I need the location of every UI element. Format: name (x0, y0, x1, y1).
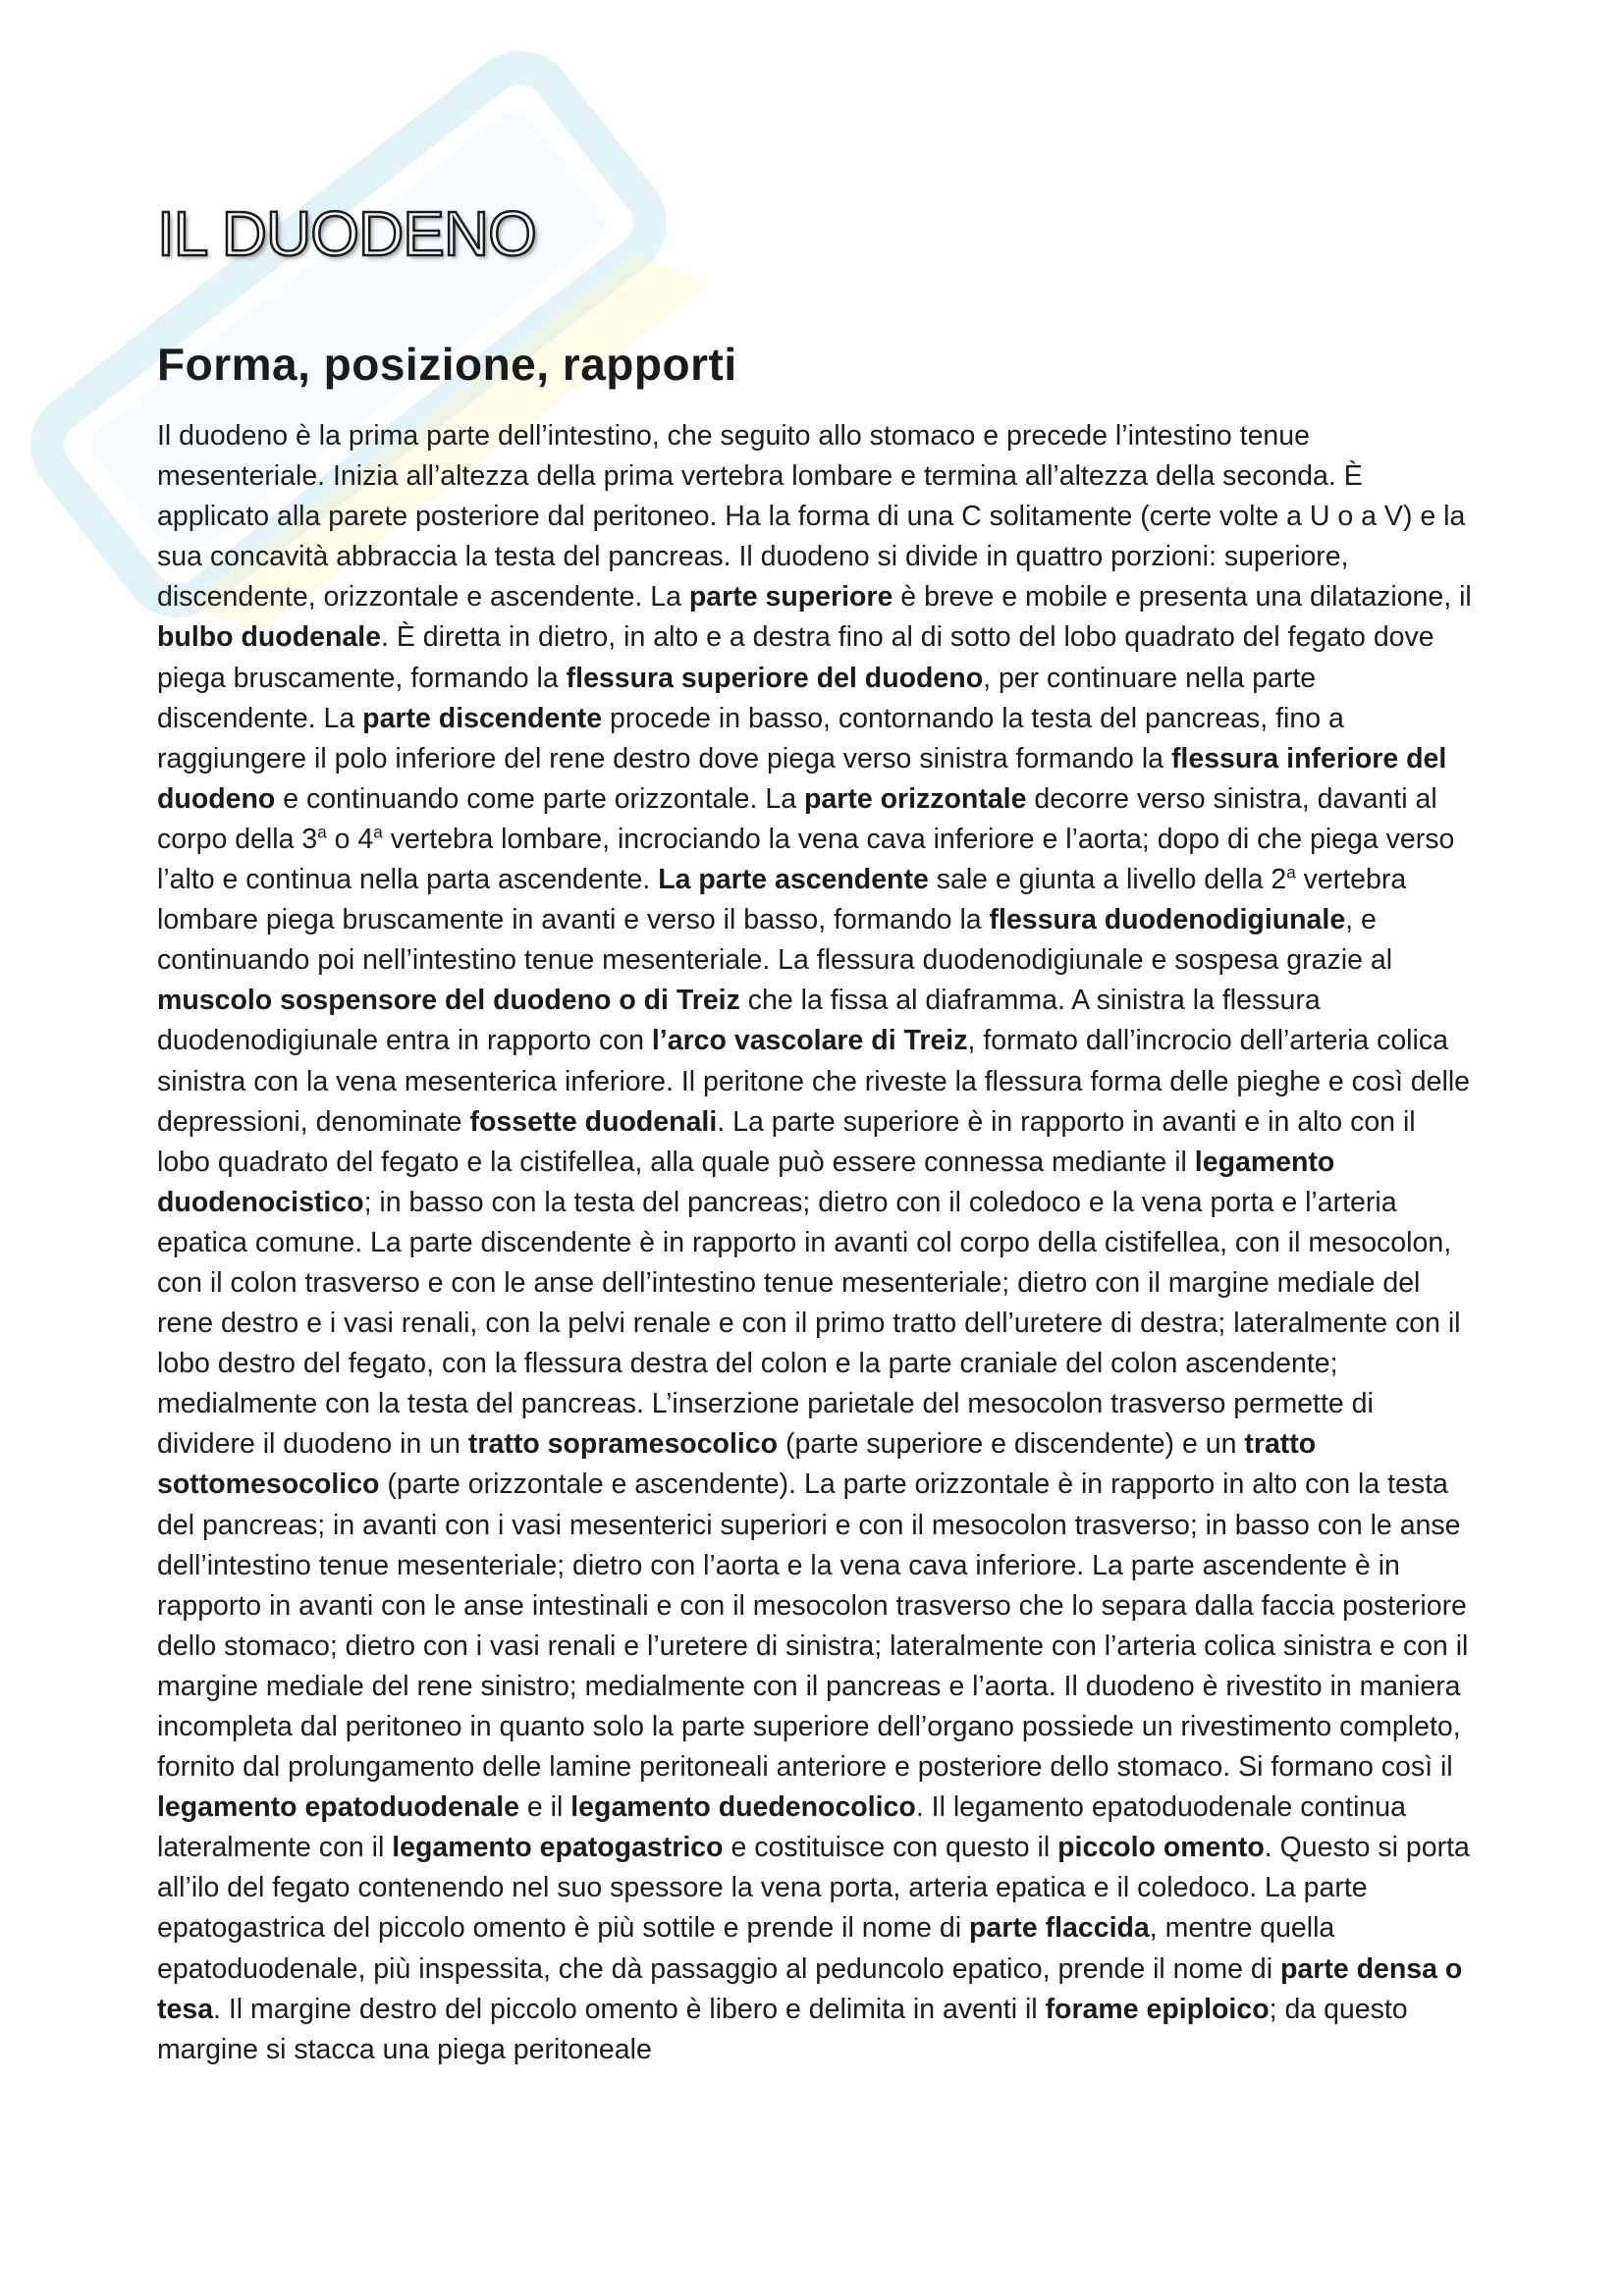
bold-term: parte discendente (362, 702, 603, 734)
text-run: Il duodeno è la prima parte dell’intestino, che seguito allo stomaco e precede l’intestino tenue mesenteriale. Inizia all’altezza della prima vertebra lombare e termina all’altezza della seconda. È applicato alla parete posteriore dal peritoneo. Ha la forma di una C solitamente (certe volte a U o a V) e la sua concavità abbraccia la testa del pancreas. Il duodeno si divide in quattro porzioni: superiore, discendente, orizzontale e ascendente. La (157, 420, 1466, 614)
text-run: ; da questo margine si stacca una piega peritoneale (157, 1993, 1408, 2065)
text-run: , per continuare nella parte discendente. La (157, 662, 1317, 734)
bold-term: piccolo omento (1057, 1832, 1265, 1864)
ordinal-superscript: a (373, 823, 383, 842)
bold-term: tratto sottomesocolico (157, 1428, 1317, 1501)
bold-term: legamento epatogastrico (392, 1832, 724, 1864)
text-run: , e continuando poi nell’intestino tenue mesenteriale. La flessura duodenodigiunale e sospesa grazie al (157, 904, 1393, 977)
bold-term: parte densa o tesa (157, 1952, 1463, 2025)
bold-term: legamento duedenocolico (570, 1791, 916, 1824)
text-run: e continuando come parte orizzontale. La (275, 782, 804, 815)
text-run: e il (518, 1791, 571, 1824)
text-run: . Il margine destro del piccolo omento è libero e delimita in aventi il (213, 1993, 1046, 2025)
bold-term: fossette duodenali (469, 1105, 718, 1138)
text-run: (parte superiore e discendente) e un (778, 1428, 1245, 1461)
text-run: . Questo si porta all’ilo del fegato contenendo nel suo spessore la vena porta, arteria epatica e il coledoco. La parte epatogastrica del piccolo omento è più sottile e prende il nome di (157, 1832, 1470, 1945)
bold-term: flessura inferiore del duodeno (157, 742, 1447, 815)
text-run: , formato dall’incrocio dell’arteria colica sinistra con la vena mesenterica inferiore. Il peritone che riveste la flessura forma delle pieghe e così delle depressioni, denominate (157, 1025, 1471, 1138)
bold-term: flessura duodenodigiunale (989, 904, 1346, 936)
text-run: ; in basso con la testa del pancreas; dietro con il coledoco e la vena porta e l’arteria epatica comune. La parte discendente è in rapporto in avanti col corpo della cistifellea, con il mesocolon, con il colon trasverso e con le anse dell’intestino tenue mesenteriale; dietro con il margine mediale del rene destro e i vasi renali, con la pelvi renale e con il primo tratto dell’uretere di destra; lateralmente con il lobo destro del fegato, con la flessura destra del colon e la parte craniale del colon ascendente; medialmente con la testa del pancreas. L’inserzione parietale del mesocolon trasverso permette di dividere il duodeno in un (157, 1186, 1461, 1461)
bold-term: bulbo duodenale (157, 621, 381, 654)
text-run: vertebra lombare piega bruscamente in avanti e verso il basso, formando la (157, 864, 1407, 936)
ordinal-superscript: a (1286, 863, 1296, 882)
text-run: sale e giunta a livello della 2 (928, 864, 1287, 896)
bold-term: legamento duodenocistico (157, 1146, 1335, 1218)
bold-term: La parte ascendente (658, 864, 929, 896)
bold-term: legamento epatoduodenale (157, 1791, 519, 1824)
section-heading: Forma, posizione, rapporti (157, 339, 737, 390)
ordinal-superscript: a (317, 823, 327, 842)
bold-term: parte orizzontale (804, 782, 1027, 815)
bold-term: parte superiore (688, 581, 893, 614)
bold-term: parte flaccida (969, 1912, 1150, 1945)
bold-term: flessura superiore del duodeno (566, 662, 984, 694)
text-run: , mentre quella epatoduodenale, più inspessita, che dà passaggio al peduncolo epatico, prende il nome di (157, 1912, 1335, 1985)
text-run: . Il legamento epatoduodenale continua lateralmente con il (157, 1791, 1406, 1864)
bold-term: forame epiploico (1045, 1993, 1270, 2025)
text-run: o 4 (326, 823, 374, 855)
text-run: vertebra lombare, incrociando la vena cava inferiore e l’aorta; dopo di che piega verso l’alto e continua nella parta ascendente. (157, 823, 1455, 896)
page-title: IL DUODENO (157, 198, 536, 269)
body-paragraph (157, 416, 1473, 2070)
bold-term: l’arco vascolare di Treiz (651, 1025, 968, 1057)
text-run: è breve e mobile e presenta una dilatazione, il (893, 581, 1472, 614)
text-run: decorre verso sinistra, davanti al corpo della 3 (157, 782, 1437, 855)
bold-term: muscolo sospensore del duodeno o di Treiz (157, 985, 740, 1017)
bold-term: tratto sopramesocolico (467, 1428, 779, 1461)
text-run: che la fissa al diaframma. A sinistra la flessura duodenodigiunale entra in rapporto con (157, 985, 1321, 1057)
text-run: procede in basso, contornando la testa del pancreas, fino a raggiungere il polo inferiore del rene destro dove piega verso sinistra formando la (157, 702, 1344, 774)
text-run: . È diretta in dietro, in alto e a destra fino al di sotto del lobo quadrato del fegato dove piega bruscamente, formando la (157, 621, 1434, 694)
text-run: (parte orizzontale e ascendente). La parte orizzontale è in rapporto in alto con la testa del pancreas; in avanti con i vasi mesenterici superiori e con il mesocolon trasverso; in basso con le anse dell’intestino tenue mesenteriale; dietro con l’aorta e la vena cava inferiore. La parte ascendente è in rapporto in avanti con le anse intestinali e con il mesocolon trasverso che lo separa dalla faccia posteriore dello stomaco; dietro con i vasi renali e l’uretere di sinistra; lateralmente con l’arteria colica sinistra e con il margine mediale del rene sinistro; medialmente con il pancreas e l’aorta. Il duodeno è rivestito in maniera incompleta dal peritoneo in quanto solo la parte superiore dell’organo possiede un rivestimento completo, fornito dal prolungamento delle lamine peritoneali anteriore e posteriore dello stomaco. Si formano così il (157, 1468, 1469, 1784)
text-run: e costituisce con questo il (723, 1832, 1058, 1864)
text-run: . La parte superiore è in rapporto in avanti e in alto con il lobo quadrato del fegato e la cistifellea, alla quale può essere connessa mediante il (157, 1105, 1416, 1178)
